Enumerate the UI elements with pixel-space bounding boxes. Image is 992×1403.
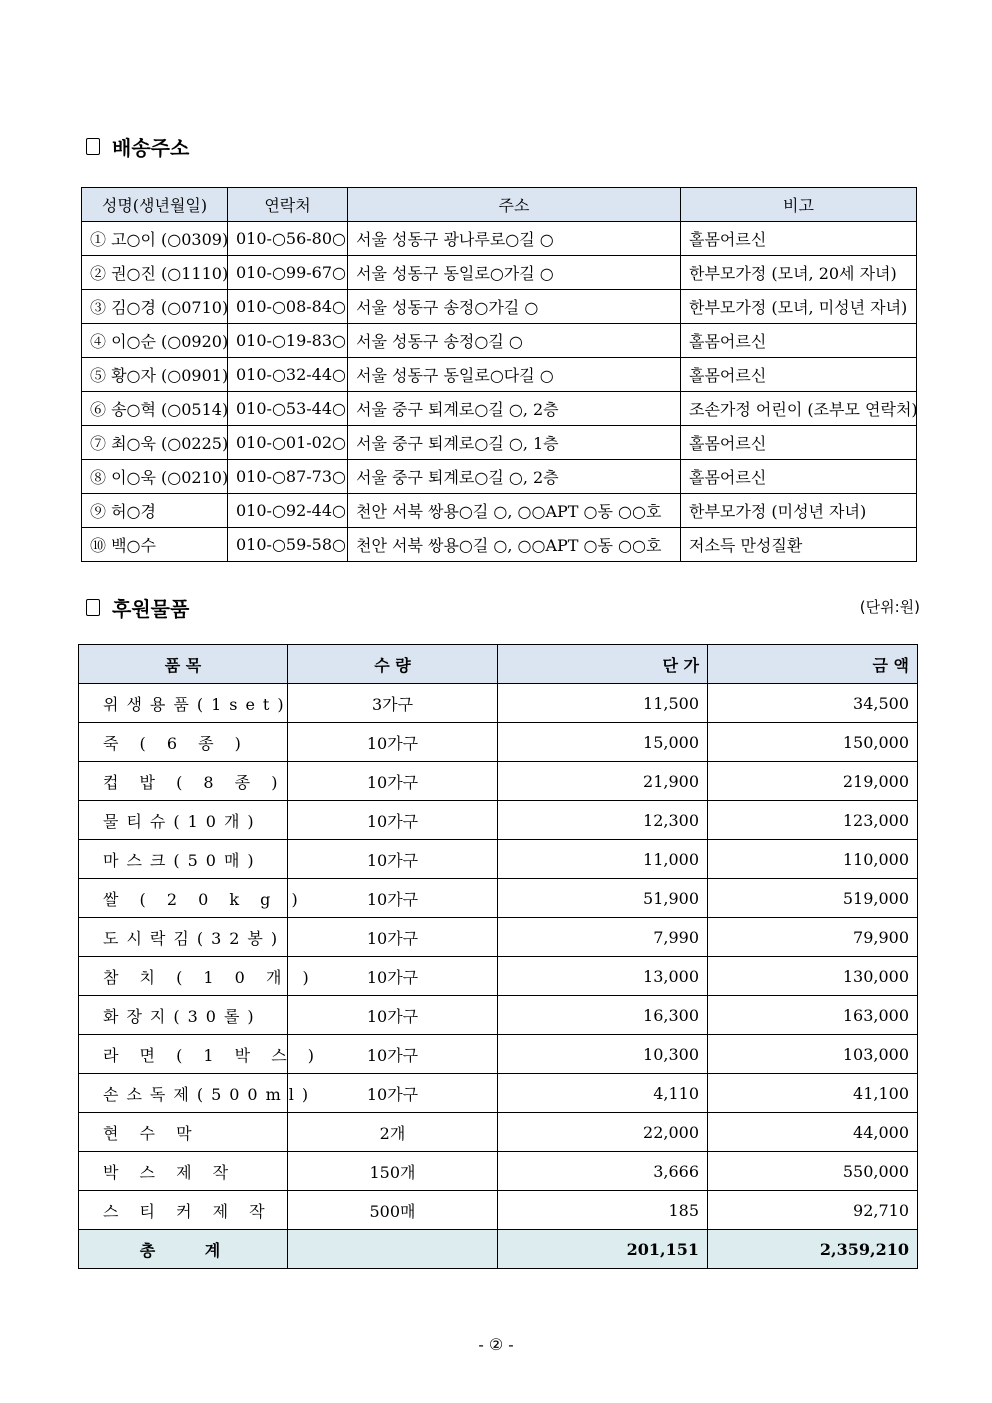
cell-address: 천안 서북 쌍용○길 ○, ○○APT ○동 ○○호 — [348, 528, 681, 562]
cell-amount: 163,000 — [708, 996, 918, 1035]
cell-name: ⑥ 송○혁 (○0514) — [82, 392, 228, 426]
cell-quantity: 10가구 — [288, 762, 498, 801]
total-quantity — [288, 1230, 498, 1269]
cell-unit-price: 12,300 — [498, 801, 708, 840]
cell-address: 서울 성동구 동일로○다길 ○ — [348, 358, 681, 392]
cell-address: 서울 성동구 송정○길 ○ — [348, 324, 681, 358]
header-unit-price: 단 가 — [498, 645, 708, 684]
cell-unit-price: 16,300 — [498, 996, 708, 1035]
cell-amount: 103,000 — [708, 1035, 918, 1074]
cell-address: 서울 중구 퇴계로○길 ○, 1층 — [348, 426, 681, 460]
cell-quantity: 10가구 — [288, 723, 498, 762]
item-row — [79, 801, 918, 840]
address-row — [82, 222, 917, 256]
cell-item: 쌀 ( 2 0 k g ) — [79, 879, 288, 918]
cell-note: 저소득 만성질환 — [681, 528, 917, 562]
address-row — [82, 290, 917, 324]
cell-quantity: 150개 — [288, 1152, 498, 1191]
header-contact: 연락처 — [228, 188, 348, 222]
cell-name: ② 권○진 (○1110) — [82, 256, 228, 290]
cell-quantity: 10가구 — [288, 1035, 498, 1074]
cell-amount: 41,100 — [708, 1074, 918, 1113]
cell-contact: 010-○19-83○ — [228, 324, 348, 358]
cell-note: 홀몸어르신 — [681, 324, 917, 358]
cell-item: 위생용품(1set) — [79, 684, 288, 723]
item-row — [79, 684, 918, 723]
cell-quantity: 500매 — [288, 1191, 498, 1230]
address-section-title-text: 배송주소 — [112, 136, 190, 160]
cell-amount: 150,000 — [708, 723, 918, 762]
item-row — [79, 762, 918, 801]
header-address: 주소 — [348, 188, 681, 222]
cell-amount: 550,000 — [708, 1152, 918, 1191]
cell-note: 한부모가정 (모녀, 미성년 자녀) — [681, 290, 917, 324]
total-row — [79, 1230, 918, 1269]
cell-unit-price: 22,000 — [498, 1113, 708, 1152]
header-quantity: 수 량 — [288, 645, 498, 684]
cell-contact: 010-○32-44○ — [228, 358, 348, 392]
cell-amount: 219,000 — [708, 762, 918, 801]
cell-item: 현 수 막 — [79, 1113, 288, 1152]
item-row — [79, 957, 918, 996]
total-label: 총 계 — [79, 1230, 288, 1269]
address-row — [82, 528, 917, 562]
cell-address: 서울 성동구 동일로○가길 ○ — [348, 256, 681, 290]
cell-address: 천안 서북 쌍용○길 ○, ○○APT ○동 ○○호 — [348, 494, 681, 528]
cell-amount: 130,000 — [708, 957, 918, 996]
cell-address: 서울 중구 퇴계로○길 ○, 2층 — [348, 460, 681, 494]
unit-label: (단위:원) — [859, 598, 920, 616]
page-number: - ② - — [478, 1335, 514, 1354]
cell-address: 서울 성동구 광나루로○길 ○ — [348, 222, 681, 256]
total-amount: 2,359,210 — [708, 1230, 918, 1269]
cell-item: 라 면 ( 1 박 스 ) — [79, 1035, 288, 1074]
cell-contact: 010-○99-67○ — [228, 256, 348, 290]
cell-name: ③ 김○경 (○0710) — [82, 290, 228, 324]
address-row — [82, 256, 917, 290]
cell-note: 홀몸어르신 — [681, 426, 917, 460]
cell-quantity: 3가구 — [288, 684, 498, 723]
items-table — [78, 644, 918, 1269]
cell-note: 조손가정 어린이 (조부모 연락처) — [681, 392, 917, 426]
header-note: 비고 — [681, 188, 917, 222]
cell-item: 손소독제(500ml) — [79, 1074, 288, 1113]
cell-contact: 010-○87-73○ — [228, 460, 348, 494]
cell-item: 컵 밥 ( 8 종 ) — [79, 762, 288, 801]
header-name: 성명(생년월일) — [82, 188, 228, 222]
address-table-header-row — [82, 188, 917, 222]
cell-item: 박 스 제 작 — [79, 1152, 288, 1191]
cell-contact: 010-○53-44○ — [228, 392, 348, 426]
cell-contact: 010-○01-02○ — [228, 426, 348, 460]
address-section-title — [86, 132, 189, 161]
item-row — [79, 1074, 918, 1113]
item-row — [79, 1152, 918, 1191]
item-row — [79, 840, 918, 879]
address-row — [82, 324, 917, 358]
cell-name: ⑨ 허○경 — [82, 494, 228, 528]
address-row — [82, 392, 917, 426]
cell-note: 홀몸어르신 — [681, 358, 917, 392]
item-row — [79, 723, 918, 762]
cell-unit-price: 13,000 — [498, 957, 708, 996]
item-row — [79, 1191, 918, 1230]
cell-item: 참 치 ( 1 0 개 ) — [79, 957, 288, 996]
cell-quantity: 10가구 — [288, 957, 498, 996]
cell-name: ⑤ 황○자 (○0901) — [82, 358, 228, 392]
cell-item: 도시락김(32봉) — [79, 918, 288, 957]
cell-amount: 110,000 — [708, 840, 918, 879]
cell-unit-price: 185 — [498, 1191, 708, 1230]
cell-item: 마스크(50매) — [79, 840, 288, 879]
cell-item: 물티슈(10개) — [79, 801, 288, 840]
checkbox-square-icon — [86, 599, 100, 616]
cell-name: ⑧ 이○욱 (○0210) — [82, 460, 228, 494]
cell-contact: 010-○92-44○ — [228, 494, 348, 528]
cell-unit-price: 51,900 — [498, 879, 708, 918]
cell-item: 스 티 커 제 작 — [79, 1191, 288, 1230]
header-amount: 금 액 — [708, 645, 918, 684]
cell-note: 한부모가정 (모녀, 20세 자녀) — [681, 256, 917, 290]
cell-unit-price: 11,000 — [498, 840, 708, 879]
cell-quantity: 2개 — [288, 1113, 498, 1152]
cell-unit-price: 21,900 — [498, 762, 708, 801]
cell-note: 한부모가정 (미성년 자녀) — [681, 494, 917, 528]
cell-unit-price: 3,666 — [498, 1152, 708, 1191]
items-section-title-text: 후원물품 — [112, 597, 190, 621]
cell-amount: 44,000 — [708, 1113, 918, 1152]
cell-item: 화장지(30롤) — [79, 996, 288, 1035]
cell-unit-price: 7,990 — [498, 918, 708, 957]
cell-amount: 34,500 — [708, 684, 918, 723]
address-row — [82, 426, 917, 460]
cell-contact: 010-○08-84○ — [228, 290, 348, 324]
total-unit-price: 201,151 — [498, 1230, 708, 1269]
cell-quantity: 10가구 — [288, 840, 498, 879]
checkbox-square-icon — [86, 138, 100, 155]
item-row — [79, 1113, 918, 1152]
cell-address: 서울 중구 퇴계로○길 ○, 2층 — [348, 392, 681, 426]
cell-contact: 010-○59-58○ — [228, 528, 348, 562]
cell-amount: 519,000 — [708, 879, 918, 918]
items-section-title — [86, 593, 189, 622]
cell-amount: 79,900 — [708, 918, 918, 957]
address-table — [81, 187, 917, 562]
cell-name: ① 고○이 (○0309) — [82, 222, 228, 256]
address-row — [82, 494, 917, 528]
cell-amount: 92,710 — [708, 1191, 918, 1230]
cell-name: ④ 이○순 (○0920) — [82, 324, 228, 358]
cell-item: 죽 ( 6 종 ) — [79, 723, 288, 762]
cell-note: 홀몸어르신 — [681, 222, 917, 256]
cell-quantity: 10가구 — [288, 918, 498, 957]
cell-name: ⑦ 최○욱 (○0225) — [82, 426, 228, 460]
item-row — [79, 1035, 918, 1074]
item-row — [79, 996, 918, 1035]
cell-quantity: 10가구 — [288, 996, 498, 1035]
cell-contact: 010-○56-80○ — [228, 222, 348, 256]
cell-unit-price: 10,300 — [498, 1035, 708, 1074]
cell-note: 홀몸어르신 — [681, 460, 917, 494]
cell-address: 서울 성동구 송정○가길 ○ — [348, 290, 681, 324]
cell-quantity: 10가구 — [288, 879, 498, 918]
cell-unit-price: 15,000 — [498, 723, 708, 762]
cell-quantity: 10가구 — [288, 801, 498, 840]
address-row — [82, 358, 917, 392]
cell-name: ⑩ 백○수 — [82, 528, 228, 562]
items-table-header-row — [79, 645, 918, 684]
cell-unit-price: 4,110 — [498, 1074, 708, 1113]
cell-quantity: 10가구 — [288, 1074, 498, 1113]
header-item: 품 목 — [79, 645, 288, 684]
item-row — [79, 918, 918, 957]
cell-unit-price: 11,500 — [498, 684, 708, 723]
cell-amount: 123,000 — [708, 801, 918, 840]
address-row — [82, 460, 917, 494]
item-row — [79, 879, 918, 918]
